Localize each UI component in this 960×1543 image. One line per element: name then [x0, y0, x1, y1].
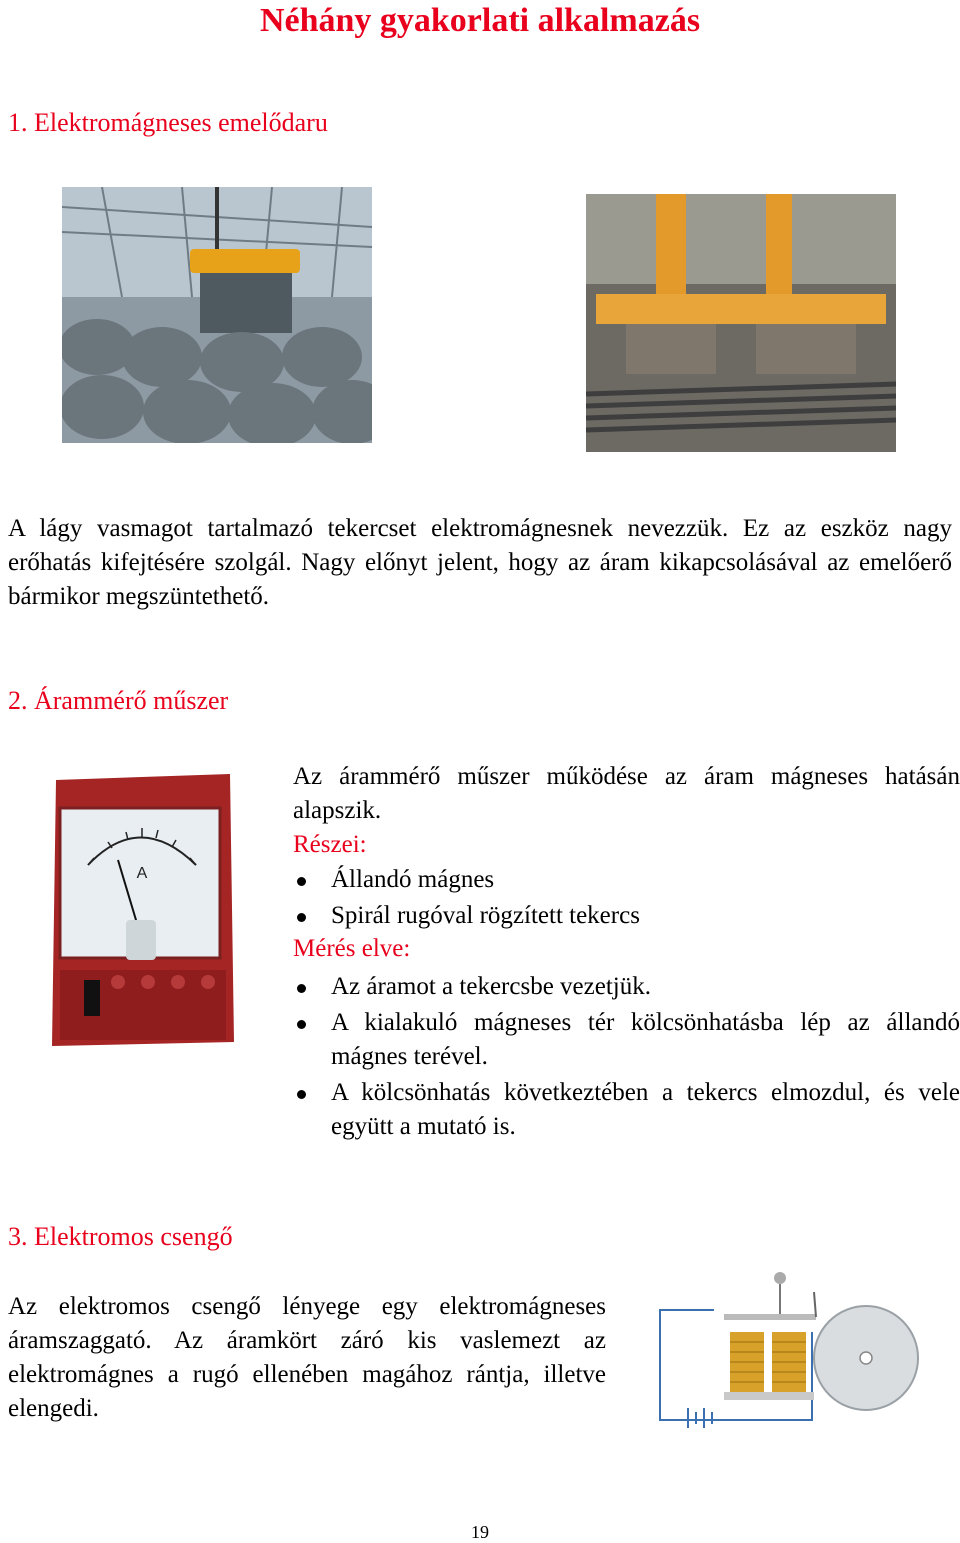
bullet-icon [297, 877, 306, 886]
section-heading-bell: 3. Elektromos csengő [8, 1222, 233, 1251]
list-item: Spirál rugóval rögzített tekercs [293, 899, 960, 933]
principle-label: Mérés elve: [293, 935, 411, 962]
list-item: Állandó mágnes [293, 863, 960, 897]
bell-description: Az elektromos csengő lényege egy elektromágneses áramszaggató. Az áramkört záró kis vaslemezt az elektromágnes a rugó ellenében magához rántja, illetve elengedi. [8, 1293, 606, 1422]
bullet-icon [297, 913, 306, 922]
ammeter-photo [48, 770, 238, 1052]
list-item: A kölcsönhatás következtében a tekercs elmozdul, és vele együtt a mutató is. [293, 1076, 960, 1144]
crane-photo-coils [62, 187, 372, 443]
section-heading-ammeter: 2. Árammérő műszer [8, 686, 229, 715]
ammeter-intro: Az árammérő műszer működése az áram mágneses hatásán alapszik. [293, 763, 960, 824]
principle-list [293, 970, 960, 1144]
ammeter-unit-label: A [136, 865, 148, 882]
list-item: Az áramot a tekercsbe vezetjük. [293, 970, 960, 1004]
page-title: Néhány gyakorlati alkalmazás [259, 2, 701, 39]
bullet-icon [297, 984, 306, 993]
bullet-icon [297, 1020, 306, 1029]
page-number: 19 [471, 1522, 489, 1542]
electric-bell-diagram [652, 1262, 922, 1430]
parts-label: Részei: [293, 831, 367, 858]
parts-list [293, 863, 960, 933]
crane-photo-magnets [586, 194, 896, 452]
crane-description: A lágy vasmagot tartalmazó tekercset elektromágnesnek nevezzük. Ez az eszköz nagy erőhatás kifejtésére szolgál. Nagy előnyt jelent, hogy az áram kikapcsolásával az emelőerő bármikor megszüntethető. [8, 515, 952, 610]
bullet-icon [297, 1090, 306, 1099]
section-heading-crane: 1. Elektromágneses emelődaru [8, 108, 328, 137]
list-item: A kialakuló mágneses tér kölcsönhatásba lép az állandó mágnes terével. [293, 1006, 960, 1074]
